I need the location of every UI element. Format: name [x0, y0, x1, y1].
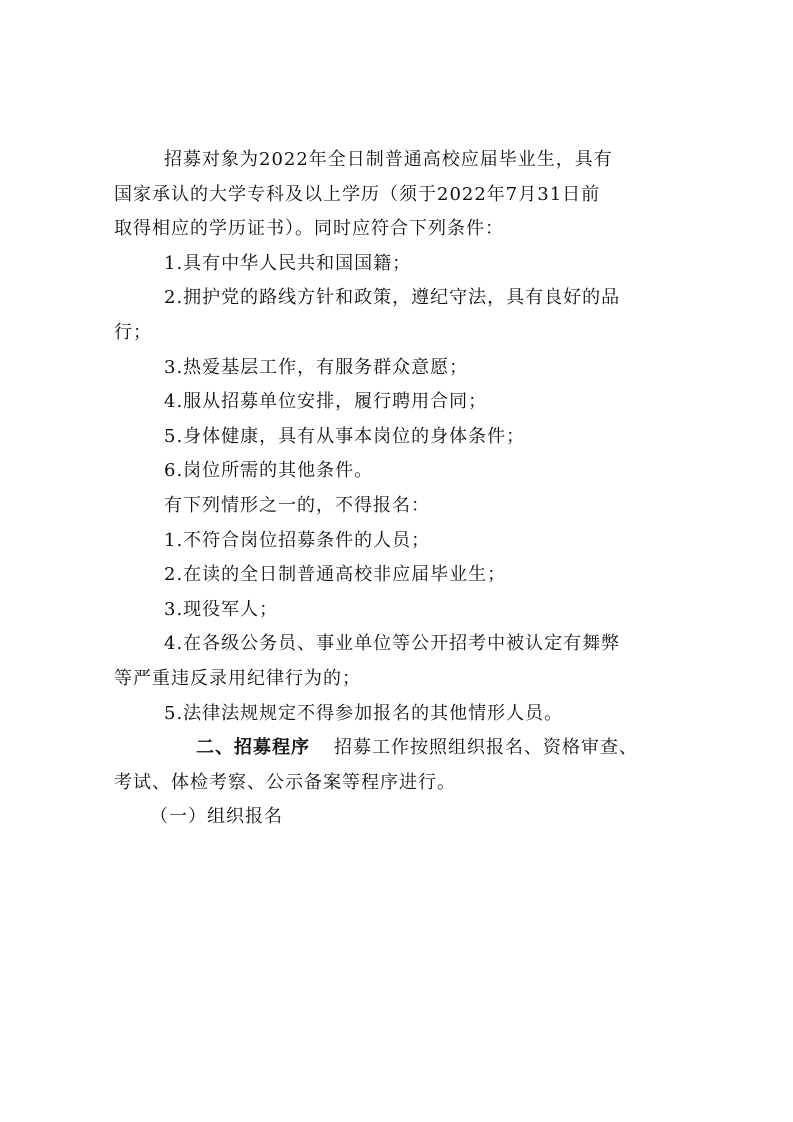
- section-text-line-1: 招募工作按照组织报名、资格审查、: [334, 737, 638, 759]
- intro-line-3: 取得相应的学历证书）。同时应符合下列条件：: [114, 218, 504, 240]
- intro-line-2: 国家承认的大学专科及以上学历（须于2022年7月31日前: [114, 183, 601, 205]
- exclusion-3: 3.现役军人；: [164, 598, 279, 620]
- condition-6: 6.岗位所需的其他条件。: [164, 460, 374, 482]
- condition-5: 5.身体健康，具有从事本岗位的身体条件；: [164, 425, 526, 447]
- condition-2-continued: 行；: [114, 321, 152, 343]
- section-text-line-2: 考试、体检考察、公示备案等程序进行。: [114, 771, 456, 793]
- document-body: [114, 143, 674, 835]
- condition-4: 4.服从招募单位安排，履行聘用合同；: [164, 391, 488, 413]
- condition-2: 2.拥护党的路线方针和政策，遵纪守法，具有良好的品: [164, 287, 621, 309]
- subsection-heading: （一）组织报名: [150, 806, 283, 828]
- exclusion-4-continued: 等严重违反录用纪律行为的；: [114, 667, 361, 689]
- intro-line-1: 招募对象为2022年全日制普通高校应届毕业生，具有: [164, 149, 613, 170]
- condition-1: 1.具有中华人民共和国国籍；: [164, 252, 412, 274]
- section-heading: 二、招募程序: [196, 737, 310, 759]
- exclusion-5: 5.法律法规规定不得参加报名的其他情形人员。: [164, 702, 564, 724]
- condition-3: 3.热爱基层工作，有服务群众意愿；: [164, 356, 469, 378]
- exclusion-intro: 有下列情形之一的，不得报名：: [164, 494, 430, 516]
- exclusion-2: 2.在读的全日制普通高校非应届毕业生；: [164, 564, 507, 586]
- exclusion-1: 1.不符合岗位招募条件的人员；: [164, 529, 431, 551]
- section-heading-line: [114, 731, 674, 766]
- exclusion-4: 4.在各级公务员、事业单位等公开招考中被认定有舞弊: [164, 633, 621, 655]
